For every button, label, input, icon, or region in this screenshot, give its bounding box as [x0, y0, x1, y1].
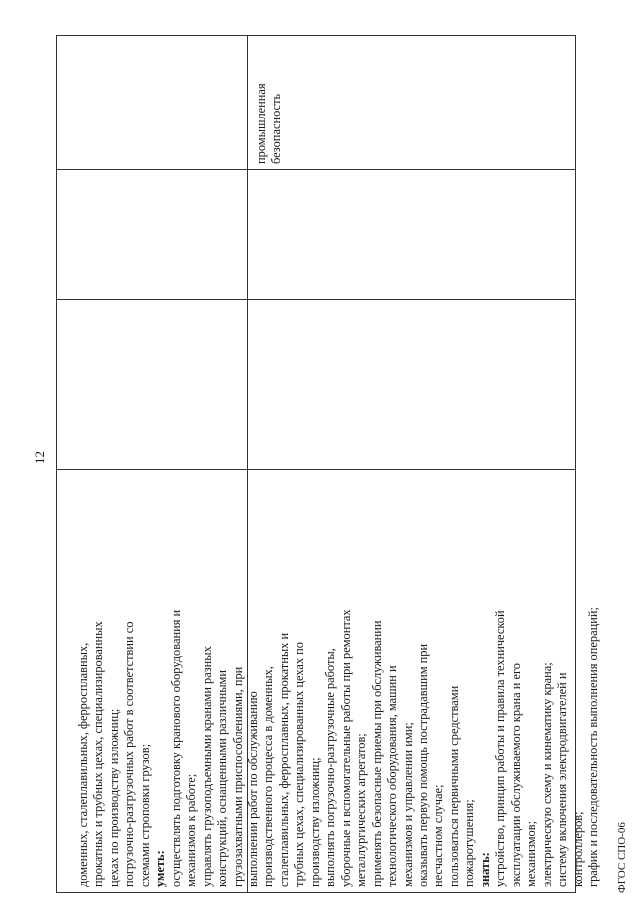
text-line: механизмов;	[524, 820, 539, 887]
page-number: 12	[32, 451, 47, 464]
text-line: прокатных и трубных цехах, специализированных	[91, 621, 106, 887]
text-line: осуществлять подготовку кранового оборудования и	[168, 609, 183, 887]
text-line: несчастном случае;	[431, 784, 446, 887]
text-line: сталеплавильных, ферросплавных, прокатных и	[276, 632, 291, 887]
section-heading: знать:	[477, 852, 492, 887]
text-line: эксплуатации обслуживаемого крана и его	[508, 663, 523, 887]
text-line: промышленная	[254, 83, 268, 164]
text-line: электрическую схему и кинематику крана;	[539, 662, 554, 887]
text-line: конструкций, оснащенными различными	[215, 669, 230, 887]
text-line: безопасность	[269, 93, 284, 164]
column-divider	[57, 299, 575, 300]
section-heading: уметь:	[153, 850, 168, 887]
text-line: схемами строповки грузов;	[137, 743, 152, 887]
text-line: пользоваться первичными средствами	[446, 685, 461, 887]
text-line: грузозахватными приспособлениями, при	[230, 666, 245, 887]
text-line: контроллеров;	[570, 811, 585, 887]
text-line: применять безопасные приемы при обслуживании	[369, 620, 384, 887]
text-line: технологического оборудования, машин и	[385, 665, 400, 887]
text-line: погрузочно-разгрузочных работ в соответствии со	[122, 621, 137, 887]
text-line: доменных, сталеплавильных, ферросплавных,	[76, 642, 90, 887]
text-line: уборочные и вспомогательные работы при ремонтах	[338, 609, 353, 887]
text-line: металлургических агрегатов;	[354, 733, 369, 887]
discipline-cell	[254, 44, 285, 164]
text-line: трубных цехах, специализированных цехах по	[292, 642, 307, 887]
text-line: выполнять погрузочно-разгрузочные работы,	[323, 648, 338, 887]
column-divider	[57, 469, 575, 470]
document-footer: ФГОС СПО-06	[616, 822, 628, 893]
text-line: управлять грузоподъемными кранами разных	[199, 646, 214, 887]
text-line: систему включения электродвигателей и	[555, 672, 570, 887]
text-line: цехах по производству изложниц;	[106, 708, 121, 887]
text-line: выполнении работ по обслуживанию	[245, 691, 260, 887]
text-line: производственного процесса в доменных,	[261, 666, 276, 887]
text-line: производству изложниц;	[307, 757, 322, 887]
text-line: график и последовательность выполнения операций;	[585, 607, 600, 887]
text-line: пожаротушения;	[462, 799, 477, 887]
text-line: устройство, принцип работы и правила технической	[493, 610, 508, 887]
text-line: оказывать первую помощь пострадавшим при	[415, 643, 430, 887]
competency-text-cell	[76, 482, 601, 887]
text-line: механизмов и управлении ими;	[400, 722, 415, 887]
column-divider	[57, 169, 575, 170]
text-line: механизмов к работе;	[184, 773, 199, 887]
